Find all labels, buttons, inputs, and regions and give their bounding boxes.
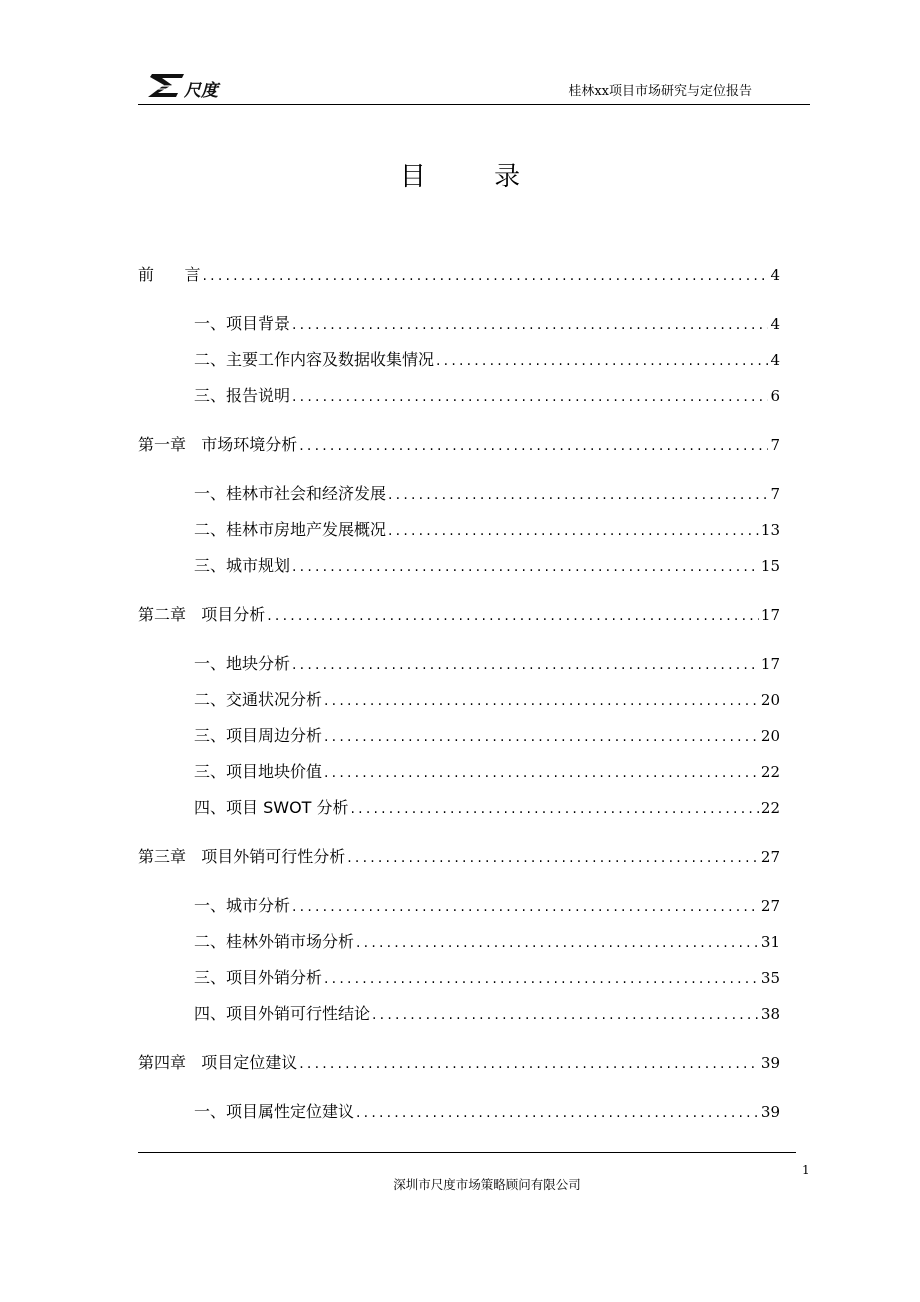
page-title: 目 录 [399, 162, 551, 192]
toc-dot-leader [351, 801, 759, 817]
toc-entry-page: 4 [770, 266, 780, 284]
toc-dot-leader [372, 1007, 759, 1023]
toc-entry-label: 一、城市分析 [194, 896, 291, 915]
toc-entry-label: 四、项目外销可行性结论 [194, 1004, 371, 1023]
toc-dot-leader [388, 487, 768, 503]
toc-entry-label: 四、项目 SWOT 分析 [194, 798, 349, 817]
toc-entry-page: 17 [760, 606, 780, 624]
toc-entry-label: 一、项目属性定位建议 [194, 1102, 355, 1121]
toc-dot-leader [203, 268, 769, 284]
toc-entry-page: 15 [760, 557, 780, 575]
toc-entry-label: 三、项目周边分析 [194, 726, 323, 745]
toc-entry-label: 三、项目外销分析 [194, 968, 323, 987]
toc-section-entry[interactable] [194, 723, 780, 749]
toc-dot-leader [267, 608, 759, 624]
toc-entry-page: 7 [770, 436, 780, 454]
toc-section-entry[interactable] [194, 759, 780, 785]
toc-chapter-entry[interactable] [138, 432, 780, 458]
toc-dot-leader [292, 559, 759, 575]
toc-entry-label: 第四章 项目定位建议 [138, 1053, 298, 1072]
toc-entry-page: 27 [760, 897, 780, 915]
sigma-logo-icon [148, 70, 228, 100]
toc-entry-page: 17 [760, 655, 780, 673]
toc-entry-page: 6 [770, 387, 780, 405]
toc-dot-leader [292, 657, 759, 673]
toc-entry-page: 20 [760, 727, 780, 745]
toc-entry-label: 二、交通状况分析 [194, 690, 323, 709]
toc-entry-label: 一、桂林市社会和经济发展 [194, 484, 387, 503]
toc-entry-page: 4 [770, 315, 780, 333]
toc-chapter-entry[interactable] [138, 262, 780, 288]
toc-entry-label: 一、地块分析 [194, 654, 291, 673]
page-header [138, 64, 810, 105]
toc-entry-label: 二、桂林外销市场分析 [194, 932, 355, 951]
toc-section-entry[interactable] [194, 347, 780, 373]
toc-section-entry[interactable] [194, 965, 780, 991]
toc-entry-label: 第一章 市场环境分析 [138, 435, 298, 454]
toc-section-entry[interactable] [194, 929, 780, 955]
toc-entry-page: 13 [760, 521, 780, 539]
footer-divider [138, 1152, 796, 1153]
toc-section-entry[interactable] [194, 481, 780, 507]
toc-section-entry[interactable] [194, 553, 780, 579]
toc-dot-leader [292, 389, 768, 405]
toc-dot-leader [299, 1056, 759, 1072]
toc-dot-leader [347, 850, 759, 866]
toc-entry-page: 20 [760, 691, 780, 709]
toc-entry-page: 39 [760, 1103, 780, 1121]
toc-dot-leader [292, 317, 768, 333]
toc-section-entry[interactable] [194, 893, 780, 919]
toc-section-entry[interactable] [194, 517, 780, 543]
toc-dot-leader [436, 353, 768, 369]
toc-dot-leader [299, 438, 768, 454]
toc-dot-leader [292, 899, 759, 915]
toc-section-entry[interactable] [194, 1099, 780, 1125]
toc-entry-page: 39 [760, 1054, 780, 1072]
page-number: 1 [802, 1163, 810, 1177]
toc-section-entry[interactable] [194, 1001, 780, 1027]
toc-chapter-entry[interactable] [138, 844, 780, 870]
toc-dot-leader [356, 935, 759, 951]
toc-entry-label: 三、项目地块价值 [194, 762, 323, 781]
toc-section-entry[interactable] [194, 651, 780, 677]
footer-company: 深圳市尺度市场策略顾问有限公司 [393, 1177, 581, 1192]
toc-entry-page: 31 [760, 933, 780, 951]
toc-section-entry[interactable] [194, 687, 780, 713]
toc-entry-label: 一、项目背景 [194, 314, 291, 333]
toc-entry-page: 22 [760, 799, 780, 817]
toc-section-entry[interactable] [194, 795, 780, 821]
toc-dot-leader [324, 765, 759, 781]
svg-text:尺度: 尺度 [184, 81, 218, 100]
toc-entry-label: 二、桂林市房地产发展概况 [194, 520, 387, 539]
toc-section-entry[interactable] [194, 311, 780, 337]
header-title: 桂林xx项目市场研究与定位报告 [568, 84, 752, 99]
toc-dot-leader [388, 523, 759, 539]
toc-chapter-entry[interactable] [138, 1050, 780, 1076]
toc-entry-label: 第二章 项目分析 [138, 605, 266, 624]
toc-dot-leader [324, 693, 759, 709]
toc-entry-label: 三、城市规划 [194, 556, 291, 575]
toc-section-entry[interactable] [194, 383, 780, 409]
toc-dot-leader [324, 729, 759, 745]
toc-dot-leader [324, 971, 759, 987]
company-logo [148, 70, 228, 100]
toc-entry-page: 27 [760, 848, 780, 866]
toc-chapter-entry[interactable] [138, 602, 780, 628]
toc-entry-page: 7 [770, 485, 780, 503]
toc-entry-page: 4 [770, 351, 780, 369]
toc-entry-page: 35 [760, 969, 780, 987]
toc-entry-label: 前 言 [138, 265, 201, 284]
toc-entry-page: 22 [760, 763, 780, 781]
toc-dot-leader [356, 1105, 759, 1121]
toc-entry-page: 38 [760, 1005, 780, 1023]
toc-entry-label: 第三章 项目外销可行性分析 [138, 847, 346, 866]
toc-entry-label: 二、主要工作内容及数据收集情况 [194, 350, 435, 369]
toc-entry-label: 三、报告说明 [194, 386, 291, 405]
